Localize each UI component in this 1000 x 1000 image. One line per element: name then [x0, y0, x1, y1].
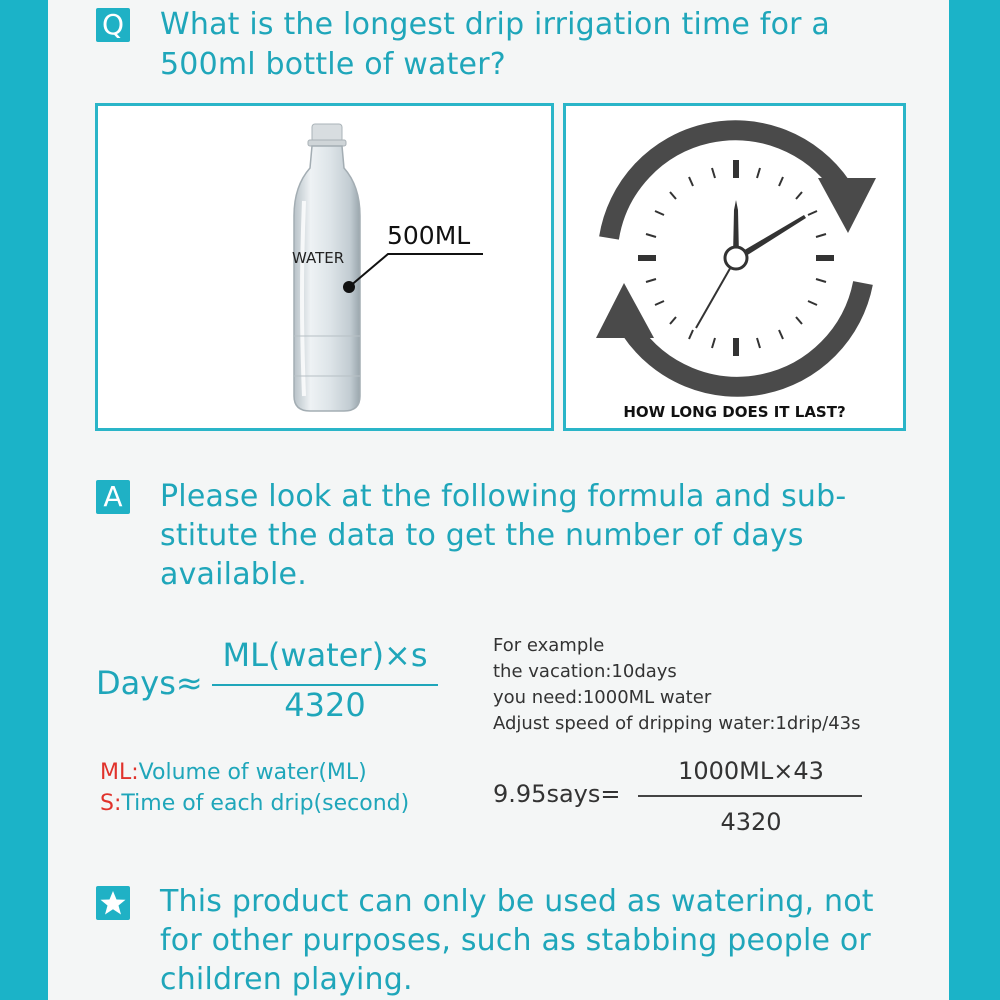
formula-numerator: ML(water)×s [222, 636, 428, 674]
star-icon [96, 886, 130, 920]
clock-image [563, 103, 906, 431]
question-line-2: 500ml bottle of water? [160, 47, 506, 82]
question-line-1: What is the longest drip irrigation time for a [160, 7, 830, 42]
legend-s [100, 788, 409, 819]
example-formula-fraction-line [638, 795, 862, 797]
note-line-1: This product can only be used as watering, not [160, 884, 874, 919]
water-bottle-icon [98, 106, 551, 428]
note-line-2: for other purposes, such as stabbing people or [160, 923, 871, 958]
example-line-4: Adjust speed of dripping water:1drip/43s [493, 713, 861, 734]
legend-ml-desc: Volume of water(ML) [138, 760, 367, 785]
water-label: WATER [292, 249, 345, 267]
example-line-2: the vacation:10days [493, 661, 677, 682]
note-line-3: children playing. [160, 962, 413, 997]
legend-ml [100, 757, 367, 788]
volume-label: 500ML [387, 221, 471, 250]
legend-s-desc: Time of each drip(second) [121, 791, 410, 816]
answer-line-1: Please look at the following formula and sub- [160, 479, 847, 514]
question-badge: Q [96, 8, 130, 42]
answer-line-3: available. [160, 557, 307, 592]
example-formula-denominator: 4320 [720, 808, 782, 836]
formula-lhs: Days≈ [96, 664, 203, 702]
example-line-1: For example [493, 635, 605, 656]
clock-icon [566, 106, 903, 428]
example-formula-numerator: 1000ML×43 [678, 757, 824, 785]
answer-line-2: stitute the data to get the number of days [160, 518, 804, 553]
legend-s-key: S: [100, 791, 122, 816]
legend-ml-key: ML: [100, 760, 139, 785]
answer-badge: A [96, 480, 130, 514]
example-line-3: you need:1000ML water [493, 687, 712, 708]
example-formula-lhs: 9.95says= [493, 780, 621, 808]
bottle-image [95, 103, 554, 431]
formula-denominator: 4320 [284, 686, 366, 724]
clock-caption: HOW LONG DOES IT LAST? [623, 403, 846, 421]
